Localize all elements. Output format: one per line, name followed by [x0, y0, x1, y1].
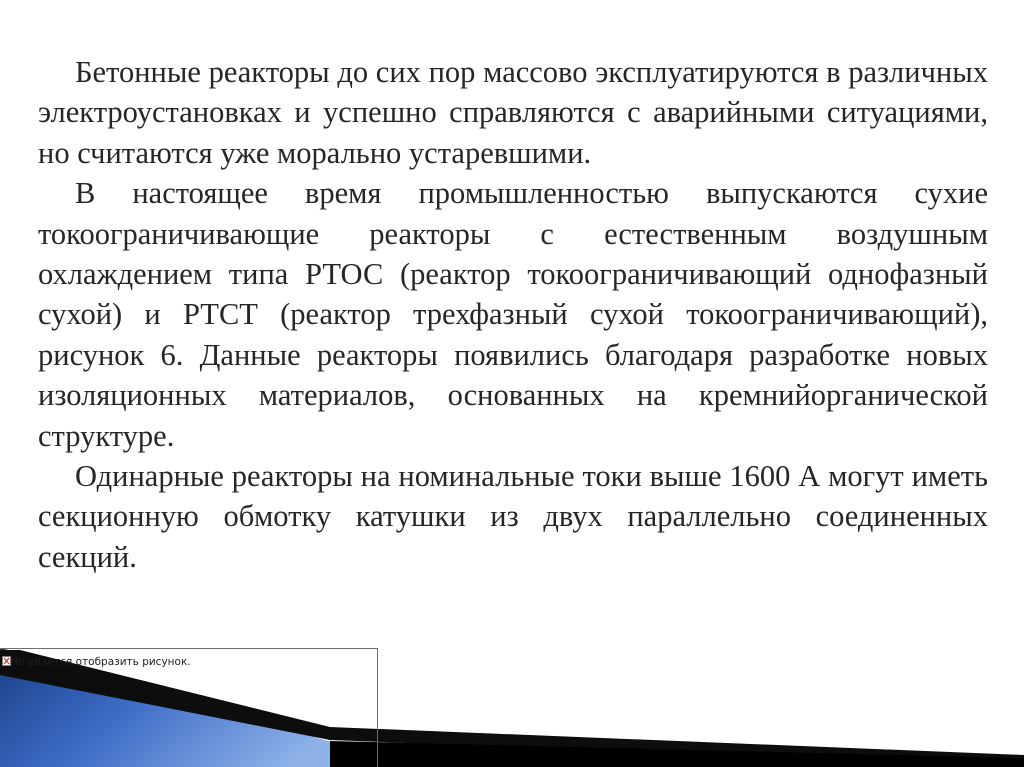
- paragraph-2: В настоящее время промышленностью выпускаются сухие токоограничивающие реакторы с естественным воздушным охлаждением типа РТОС (реактор токоограничивающий однофазный сухой) и РТСТ (реактор трехфазный сухой токоограничивающий), рисунок 6. Данные реакторы появились благодаря разработке новых изоляционных материалов, основанных на кремнийорганической структуре.: [38, 176, 988, 453]
- paragraph-3: Одинарные реакторы на номинальные токи выше 1600 А могут иметь секционную обмотку катушки из двух параллельно соединенных секций.: [38, 459, 988, 574]
- broken-image-message: Не удается отобразить рисунок.: [10, 656, 191, 668]
- paragraph-1: Бетонные реакторы до сих пор массово эксплуатируются в различных электроустановках и успешно справляются с аварийными ситуациями, но считаются уже морально устаревшими.: [38, 55, 988, 170]
